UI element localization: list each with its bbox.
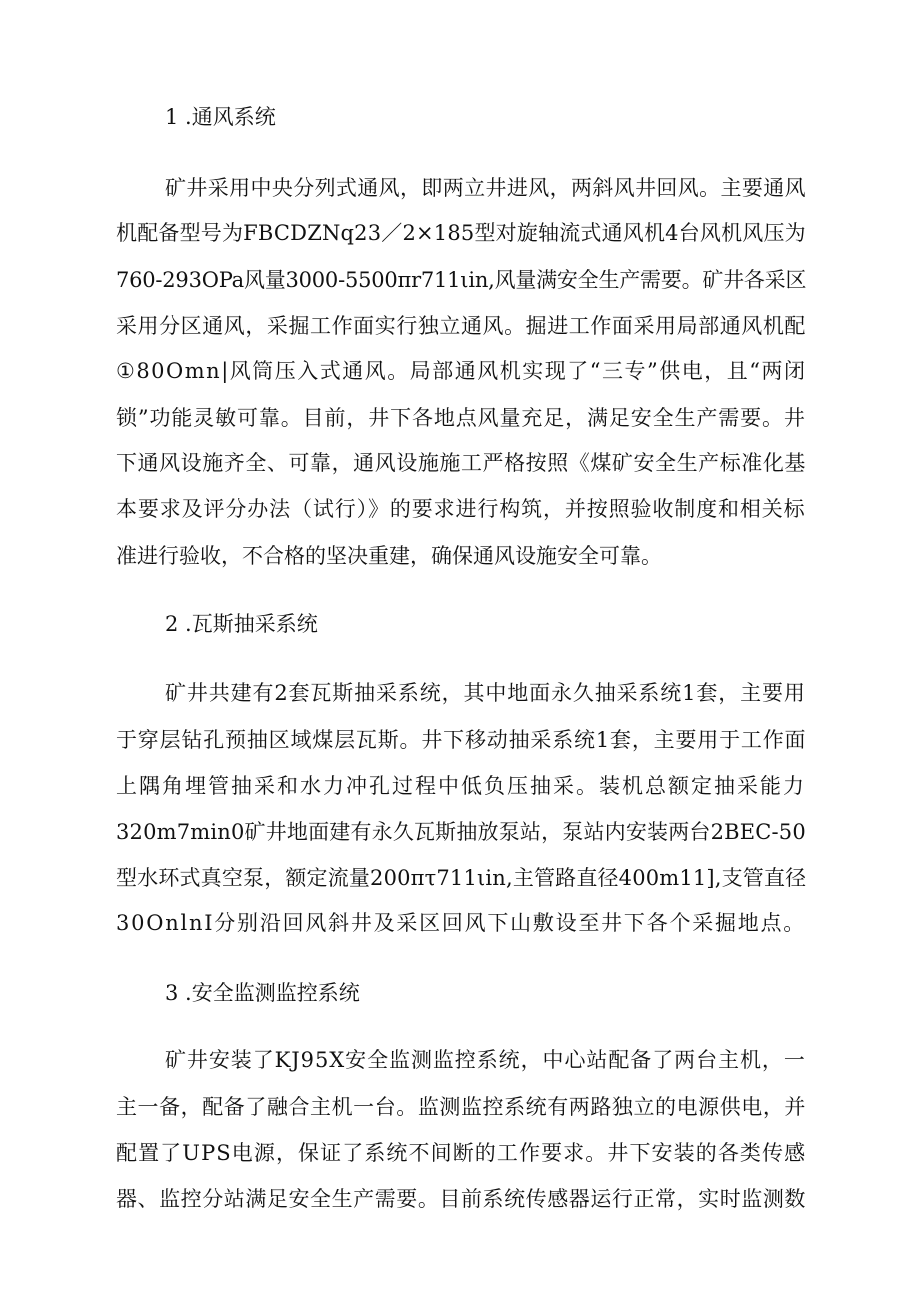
paragraph-line: 主一备，配备了融合主机一台。监测监控系统有两路独立的电源供电，并 <box>116 1095 806 1119</box>
paragraph-line: 矿井安装了KJ95X安全监测监控系统，中心站配备了两台主机，一 <box>165 1048 806 1072</box>
paragraph-line: 采用分区通风，采掘工作面实行独立通风。掘进工作面采用局部通风机配 <box>116 314 806 338</box>
paragraph-line: 准进行验收，不合格的坚决重建，确保通风设施安全可靠。 <box>116 544 662 568</box>
paragraph-line: 机配备型号为FBCDZNq23／2×185型对旋轴流式通风机4台风机风压为 <box>116 221 806 245</box>
paragraph-line: 型水环式真空泵，额定流量200πτ711ιin,主管路直径400m11],支管直径 <box>116 866 807 890</box>
paragraph-line: 矿井采用中央分列式通风，即两立井进风，两斜风井回风。主要通风 <box>165 176 806 200</box>
paragraph-line: 760-293OPa风量3000-5500πr711ιin,风量满安全生产需要。矿井各采区 <box>116 268 807 292</box>
paragraph-line: 于穿层钻孔预抽区域煤层瓦斯。井下移动抽采系统1套，主要用于工作面 <box>116 728 807 752</box>
paragraph-line: 器、监控分站满足安全生产需要。目前系统传感器运行正常，实时监测数 <box>116 1187 806 1211</box>
section-heading-safety-monitoring: 3 .安全监测监控系统 <box>165 981 360 1005</box>
paragraph-line: 矿井共建有2套瓦斯抽采系统，其中地面永久抽采系统1套，主要用 <box>165 681 806 705</box>
paragraph-line: 配置了UPS电源，保证了系统不间断的工作要求。井下安装的各类传感 <box>116 1141 807 1165</box>
paragraph-line: 上隅角埋管抽采和水力冲孔过程中低负压抽采。装机总额定抽采能力 <box>116 774 806 798</box>
paragraph-line: 30OnlnI分别沿回风斜井及采区回风下山敷设至井下各个采掘地点。 <box>116 911 806 935</box>
section-heading-gas-drainage: 2 .瓦斯抽采系统 <box>165 612 318 636</box>
paragraph-line: 320m7min0矿井地面建有永久瓦斯抽放泵站，泵站内安装两台2BEC-50 <box>116 820 806 844</box>
paragraph-line: 下通风设施齐全、可靠，通风设施施工严格按照《煤矿安全生产标准化基 <box>116 451 806 475</box>
paragraph-line: 本要求及评分办法（试行）》的要求进行构筑，并按照验收制度和相关标 <box>116 497 806 521</box>
section-heading-ventilation: 1 .通风系统 <box>165 105 276 129</box>
paragraph-line: 锁”功能灵敏可靠。目前，井下各地点风量充足，满足安全生产需要。井 <box>116 406 806 430</box>
paragraph-line: ①80Omn|风筒压入式通风。局部通风机实现了“三专”供电，且“两闭 <box>116 359 807 383</box>
